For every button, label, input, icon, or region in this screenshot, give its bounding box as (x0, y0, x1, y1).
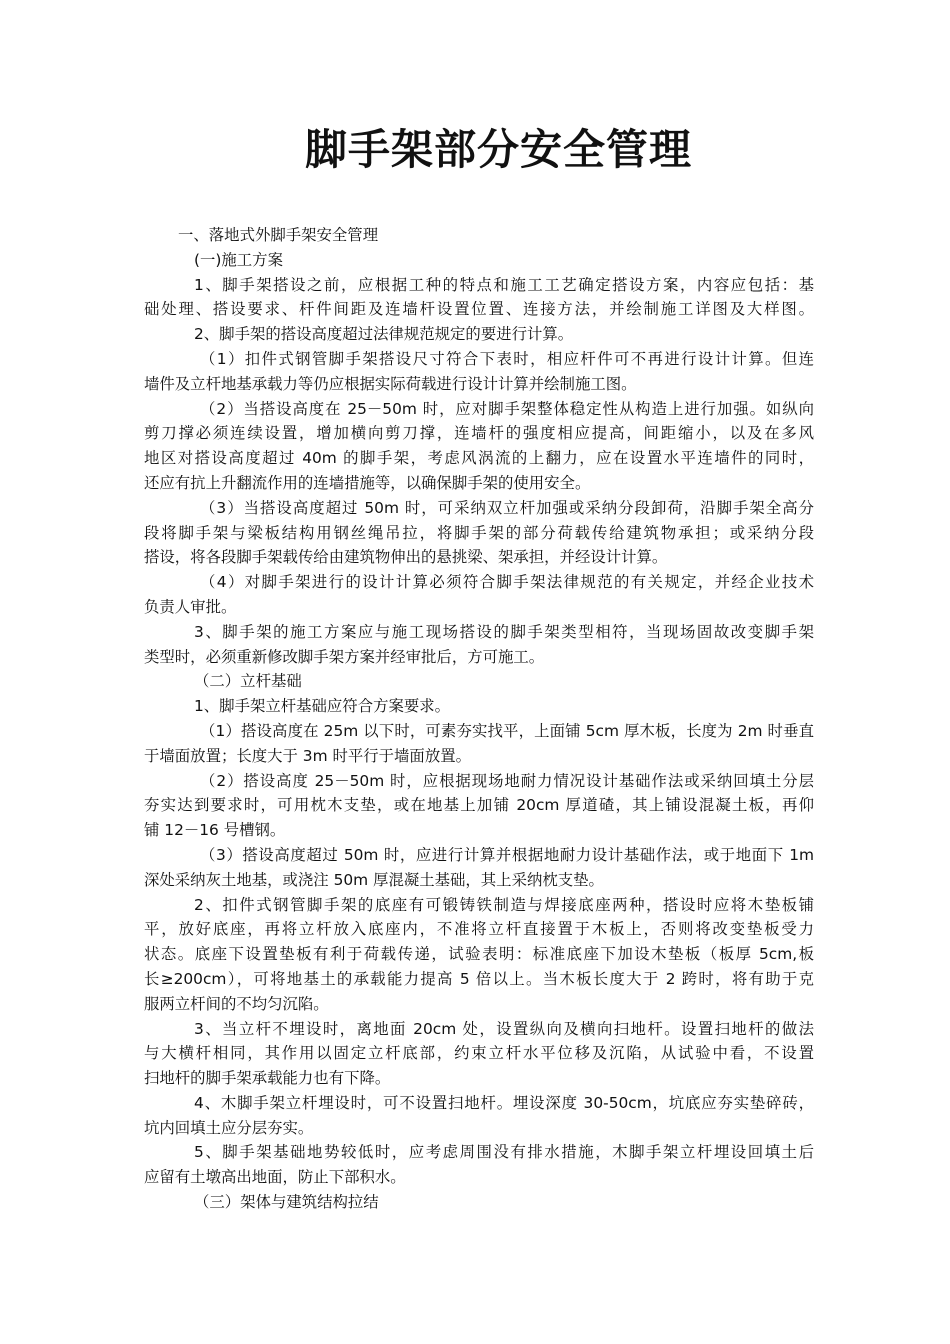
paragraph-line: 墙件及立杆地基承载力等仍应根据实际荷载进行设计计算并绘制施工图。 (144, 374, 637, 393)
subsection-heading: （二）立杆基础 (194, 672, 302, 691)
paragraph-line: （2）搭设高度 25－50m 时，应根据现场地耐力情况设计基础作法或采纳回填土分层 (200, 771, 814, 790)
paragraph-line: 3、脚手架的施工方案应与施工现场搭设的脚手架类型相符，当现场固故改变脚手架 (194, 622, 814, 641)
paragraph-line: 与大横杆相同，其作用以固定立杆底部，约束立杆水平位移及沉陷，从试验中看，不设置 (144, 1044, 814, 1063)
paragraph-line: 搭设，将各段脚手架载传给由建筑物伸出的悬挑梁、架承担，并经设计计算。 (144, 548, 668, 567)
paragraph-line: 铺 12－16 号槽钢。 (144, 821, 286, 840)
paragraph-line: 坑内回填土应分层夯实。 (144, 1118, 314, 1137)
paragraph-line: 5、脚手架基础地势较低时，应考虑周围没有排水措施，木脚手架立杆埋设回填土后 (194, 1143, 814, 1162)
subsection-heading: (一)施工方案 (194, 250, 283, 269)
paragraph-line: 2、扣件式钢管脚手架的底座有可锻铸铁制造与焊接底座两种，搭设时应将木垫板铺 (194, 895, 814, 914)
paragraph-line: 3、当立杆不埋设时，离地面 20cm 处，设置纵向及横向扫地杆。设置扫地杆的做法 (194, 1019, 814, 1038)
paragraph-line: 服两立杆间的不均匀沉陷。 (144, 994, 329, 1013)
paragraph-line: 还应有抗上升翻流作用的连墙措施等，以确保脚手架的使用安全。 (144, 473, 591, 492)
paragraph-line: （2）当搭设高度在 25－50m 时，应对脚手架整体稳定性从构造上进行加强。如纵向 (200, 399, 814, 418)
page-title: 脚手架部分安全管理 (304, 125, 692, 174)
paragraph-line: （3）搭设高度超过 50m 时，应进行计算并根据地耐力设计基础作法，或于地面下 1m (200, 845, 814, 864)
paragraph-line: 地区对搭设高度超过 40m 的脚手架，考虑风涡流的上翻力，应在设置水平连墙件的同时， (144, 449, 814, 468)
paragraph-line: （1）搭设高度在 25m 以下时，可素夯实找平，上面铺 5cm 厚木板，长度为 2m 时垂直 (200, 721, 814, 740)
paragraph-line: 负责人审批。 (144, 597, 237, 616)
paragraph-line: 状态。底座下设置垫板有利于荷载传递，试验表明：标准底座下加设木垫板（板厚 5cm,板 (144, 945, 814, 964)
paragraph-line: （4）对脚手架进行的设计计算必须符合脚手架法律规范的有关规定，并经企业技术 (200, 573, 814, 592)
paragraph-line: 应留有土墩高出地面，防止下部积水。 (144, 1168, 406, 1187)
paragraph-line: 扫地杆的脚手架承载能力也有下降。 (144, 1069, 391, 1088)
paragraph-line: 础处理、搭设要求、杆件间距及连墙杆设置位置、连接方法，并绘制施工详图及大样图。 (144, 300, 814, 319)
paragraph-line: 夯实达到要求时，可用枕木支垫，或在地基上加铺 20cm 厚道碴，其上铺设混凝土板，再仰 (144, 796, 814, 815)
paragraph-line: （3）当搭设高度超过 50m 时，可采纳双立杆加强或采纳分段卸荷，沿脚手架全高分 (200, 498, 814, 517)
paragraph-line: 1、脚手架立杆基础应符合方案要求。 (194, 697, 451, 716)
paragraph-line: 4、木脚手架立杆埋设时，可不设置扫地杆。埋设深度 30-50cm，坑底应夯实垫碎砖， (194, 1093, 814, 1112)
subsection-heading: （三）架体与建筑结构拉结 (194, 1193, 379, 1212)
paragraph-line: 长≥200cm），可将地基土的承载能力提高 5 倍以上。当木板长度大于 2 跨时，将有助于克 (144, 969, 814, 988)
paragraph-line: （1）扣件式钢管脚手架搭设尺寸符合下表时，相应杆件可不再进行设计计算。但连 (200, 349, 814, 368)
paragraph-line: 段将脚手架与梁板结构用钢丝绳吊拉，将脚手架的部分荷载传给建筑物承担；或采纳分段 (144, 523, 814, 542)
paragraph-line: 1、脚手架搭设之前，应根据工种的特点和施工工艺确定搭设方案，内容应包括：基 (194, 275, 814, 294)
paragraph-line: 于墙面放置；长度大于 3m 时平行于墙面放置。 (144, 746, 471, 765)
paragraph-line: 平，放好底座，再将立杆放入底座内，不准将立杆直接置于木板上，否则将改变垫板受力 (144, 920, 814, 939)
document-body (144, 223, 814, 1215)
paragraph-line: 剪刀撑必须连续设置，增加横向剪刀撑，连墙杆的强度相应提高，间距缩小，以及在多风 (144, 424, 814, 443)
paragraph-line: 类型时，必须重新修改脚手架方案并经审批后，方可施工。 (144, 647, 545, 666)
section-heading: 一、落地式外脚手架安全管理 (178, 226, 379, 244)
paragraph-line: 2、脚手架的搭设高度超过法律规范规定的要进行计算。 (194, 325, 574, 344)
paragraph-line: 深处采纳灰土地基，或浇注 50m 厚混凝土基础，其上采纳枕支垫。 (144, 870, 604, 889)
